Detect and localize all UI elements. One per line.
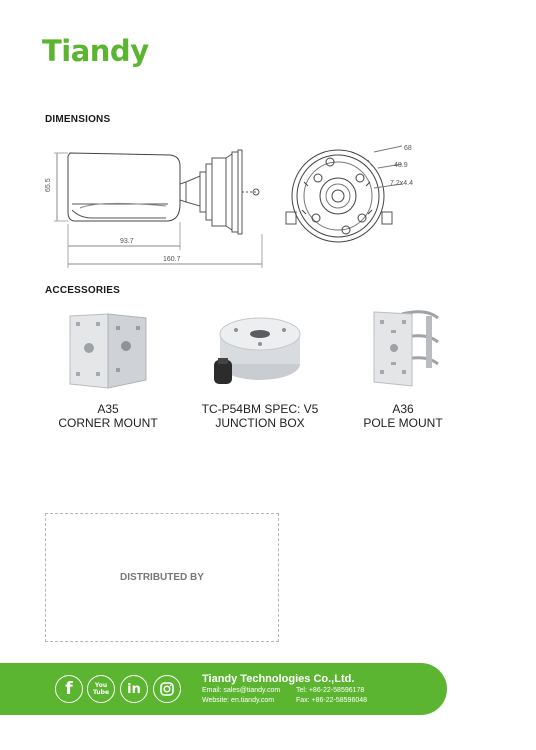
side-view-drawing bbox=[40, 144, 270, 270]
accessory-model: A35 bbox=[97, 402, 119, 416]
linkedin-text: in bbox=[127, 681, 141, 697]
brand-logo: Tiandy bbox=[42, 34, 149, 68]
front-view-drawing bbox=[282, 140, 422, 250]
dim-front-68: 68 bbox=[404, 145, 412, 152]
youtube-icon[interactable] bbox=[87, 675, 115, 703]
accessory-name: CORNER MOUNT bbox=[58, 416, 158, 430]
accessory-name: POLE MOUNT bbox=[363, 416, 443, 430]
dimensions-heading: DIMENSIONS bbox=[45, 114, 111, 125]
instagram-glyph bbox=[160, 682, 174, 696]
footer-fax: Fax: +86-22-58596048 bbox=[296, 697, 368, 704]
distributor-label: DISTRIBUTED BY bbox=[120, 572, 204, 583]
corner-mount-image bbox=[66, 312, 150, 392]
accessory-name: JUNCTION BOX bbox=[215, 416, 305, 430]
youtube-text-bottom: Tube bbox=[92, 689, 110, 696]
dim-body-length: 93.7 bbox=[120, 238, 134, 245]
accessory-model: TC-P54BM SPEC: V5 bbox=[201, 402, 319, 416]
pole-mount-image bbox=[368, 308, 444, 388]
accessory-model: A36 bbox=[392, 402, 414, 416]
linkedin-icon[interactable] bbox=[120, 675, 148, 703]
facebook-icon[interactable]: f bbox=[55, 675, 83, 703]
dim-total-length: 160.7 bbox=[163, 256, 181, 263]
distributor-box bbox=[45, 513, 279, 642]
footer-bar bbox=[0, 663, 447, 715]
footer-website: Website: en.tiandy.com bbox=[202, 697, 275, 704]
instagram-icon[interactable] bbox=[153, 675, 181, 703]
accessory-a35 bbox=[33, 402, 183, 430]
footer-tel: Tel: +86-22-58596178 bbox=[296, 687, 365, 694]
youtube-text-top: You bbox=[94, 682, 108, 689]
accessory-junction-box bbox=[185, 402, 335, 430]
junction-box-image bbox=[206, 308, 306, 390]
dim-front-hole: 7.2x4.4 bbox=[390, 180, 413, 187]
footer-email: Email: sales@tiandy.com bbox=[202, 687, 281, 694]
accessories-heading: ACCESSORIES bbox=[45, 285, 120, 296]
dim-front-48: 48.9 bbox=[394, 162, 408, 169]
dim-height: 65.5 bbox=[45, 178, 52, 192]
company-name: Tiandy Technologies Co.,Ltd. bbox=[202, 673, 355, 685]
accessory-a36 bbox=[328, 402, 478, 430]
